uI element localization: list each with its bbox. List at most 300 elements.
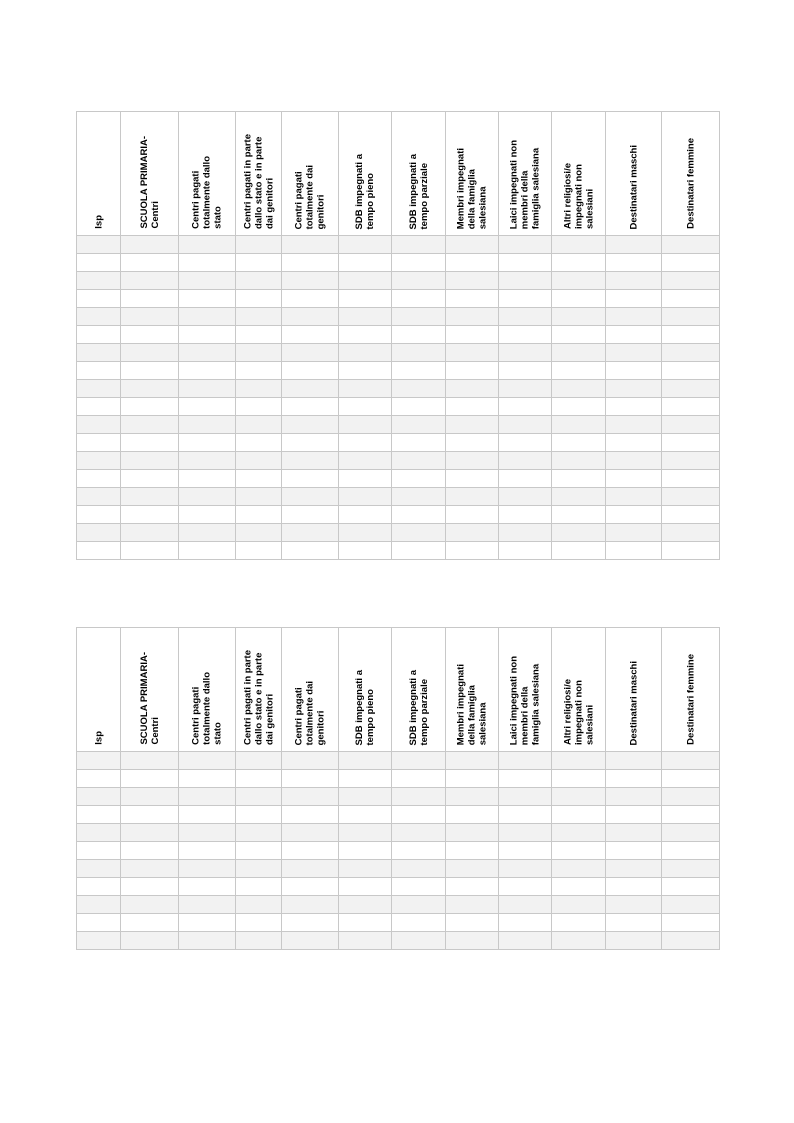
table-cell[interactable] <box>339 344 392 362</box>
table-cell[interactable] <box>662 236 720 254</box>
table-cell[interactable] <box>662 506 720 524</box>
table-cell[interactable] <box>282 254 339 272</box>
table-cell[interactable] <box>339 290 392 308</box>
table-cell[interactable] <box>282 896 339 914</box>
table-cell[interactable] <box>662 788 720 806</box>
table-cell[interactable] <box>236 842 282 860</box>
table-cell[interactable] <box>499 878 552 896</box>
table-cell[interactable] <box>77 824 121 842</box>
table-cell[interactable] <box>392 524 446 542</box>
table-cell[interactable] <box>606 380 662 398</box>
table-cell[interactable] <box>282 398 339 416</box>
table-cell[interactable] <box>121 914 179 932</box>
table-cell[interactable] <box>446 236 499 254</box>
table-cell[interactable] <box>339 932 392 950</box>
table-cell[interactable] <box>392 542 446 560</box>
table-cell[interactable] <box>77 488 121 506</box>
table-cell[interactable] <box>392 506 446 524</box>
table-cell[interactable] <box>552 824 606 842</box>
table-cell[interactable] <box>662 860 720 878</box>
table-cell[interactable] <box>179 452 236 470</box>
table-cell[interactable] <box>339 434 392 452</box>
table-cell[interactable] <box>282 542 339 560</box>
table-cell[interactable] <box>606 308 662 326</box>
table-cell[interactable] <box>282 416 339 434</box>
table-cell[interactable] <box>446 914 499 932</box>
table-cell[interactable] <box>77 932 121 950</box>
table-cell[interactable] <box>552 542 606 560</box>
table-cell[interactable] <box>552 842 606 860</box>
table-cell[interactable] <box>77 752 121 770</box>
table-cell[interactable] <box>606 506 662 524</box>
table-cell[interactable] <box>282 524 339 542</box>
table-cell[interactable] <box>662 842 720 860</box>
table-cell[interactable] <box>446 362 499 380</box>
table-cell[interactable] <box>552 416 606 434</box>
table-cell[interactable] <box>499 542 552 560</box>
table-cell[interactable] <box>499 842 552 860</box>
table-cell[interactable] <box>121 896 179 914</box>
table-cell[interactable] <box>339 878 392 896</box>
table-cell[interactable] <box>499 272 552 290</box>
table-cell[interactable] <box>662 308 720 326</box>
table-cell[interactable] <box>236 824 282 842</box>
table-cell[interactable] <box>282 824 339 842</box>
table-cell[interactable] <box>236 896 282 914</box>
table-cell[interactable] <box>499 932 552 950</box>
table-cell[interactable] <box>552 380 606 398</box>
table-cell[interactable] <box>179 932 236 950</box>
table-cell[interactable] <box>662 326 720 344</box>
table-cell[interactable] <box>282 914 339 932</box>
table-cell[interactable] <box>606 842 662 860</box>
table-cell[interactable] <box>77 896 121 914</box>
table-cell[interactable] <box>662 272 720 290</box>
table-cell[interactable] <box>392 752 446 770</box>
table-cell[interactable] <box>339 452 392 470</box>
table-cell[interactable] <box>121 932 179 950</box>
table-cell[interactable] <box>179 434 236 452</box>
table-cell[interactable] <box>179 860 236 878</box>
table-cell[interactable] <box>121 470 179 488</box>
table-cell[interactable] <box>77 362 121 380</box>
table-cell[interactable] <box>392 824 446 842</box>
table-cell[interactable] <box>552 452 606 470</box>
table-cell[interactable] <box>499 290 552 308</box>
table-cell[interactable] <box>606 236 662 254</box>
table-cell[interactable] <box>392 860 446 878</box>
table-cell[interactable] <box>121 236 179 254</box>
table-cell[interactable] <box>236 272 282 290</box>
table-cell[interactable] <box>282 470 339 488</box>
table-cell[interactable] <box>606 272 662 290</box>
table-cell[interactable] <box>236 380 282 398</box>
table-cell[interactable] <box>499 434 552 452</box>
table-cell[interactable] <box>446 308 499 326</box>
table-cell[interactable] <box>606 326 662 344</box>
table-cell[interactable] <box>179 236 236 254</box>
table-cell[interactable] <box>392 326 446 344</box>
table-cell[interactable] <box>446 272 499 290</box>
table-cell[interactable] <box>662 362 720 380</box>
table-cell[interactable] <box>339 362 392 380</box>
table-cell[interactable] <box>121 542 179 560</box>
table-cell[interactable] <box>662 416 720 434</box>
table-cell[interactable] <box>121 344 179 362</box>
table-cell[interactable] <box>446 452 499 470</box>
table-cell[interactable] <box>499 506 552 524</box>
table-cell[interactable] <box>179 290 236 308</box>
table-cell[interactable] <box>121 398 179 416</box>
table-cell[interactable] <box>662 878 720 896</box>
table-cell[interactable] <box>121 362 179 380</box>
table-cell[interactable] <box>179 878 236 896</box>
table-cell[interactable] <box>446 524 499 542</box>
table-cell[interactable] <box>282 452 339 470</box>
table-cell[interactable] <box>606 878 662 896</box>
table-cell[interactable] <box>446 860 499 878</box>
table-cell[interactable] <box>499 380 552 398</box>
table-cell[interactable] <box>179 470 236 488</box>
table-cell[interactable] <box>77 878 121 896</box>
table-cell[interactable] <box>339 236 392 254</box>
table-cell[interactable] <box>606 524 662 542</box>
table-cell[interactable] <box>446 254 499 272</box>
table-cell[interactable] <box>606 488 662 506</box>
table-cell[interactable] <box>392 770 446 788</box>
table-cell[interactable] <box>662 524 720 542</box>
table-cell[interactable] <box>606 788 662 806</box>
table-cell[interactable] <box>179 326 236 344</box>
table-cell[interactable] <box>606 362 662 380</box>
table-cell[interactable] <box>606 254 662 272</box>
table-cell[interactable] <box>77 434 121 452</box>
table-cell[interactable] <box>392 308 446 326</box>
table-cell[interactable] <box>179 896 236 914</box>
table-cell[interactable] <box>339 380 392 398</box>
table-cell[interactable] <box>77 506 121 524</box>
table-cell[interactable] <box>236 434 282 452</box>
table-cell[interactable] <box>282 842 339 860</box>
table-cell[interactable] <box>121 254 179 272</box>
table-cell[interactable] <box>499 524 552 542</box>
table-cell[interactable] <box>236 752 282 770</box>
table-cell[interactable] <box>606 824 662 842</box>
table-cell[interactable] <box>392 416 446 434</box>
table-cell[interactable] <box>499 416 552 434</box>
table-cell[interactable] <box>446 290 499 308</box>
table-cell[interactable] <box>77 254 121 272</box>
table-cell[interactable] <box>662 488 720 506</box>
table-cell[interactable] <box>282 506 339 524</box>
table-cell[interactable] <box>179 824 236 842</box>
table-cell[interactable] <box>552 290 606 308</box>
table-cell[interactable] <box>606 770 662 788</box>
table-cell[interactable] <box>236 470 282 488</box>
table-cell[interactable] <box>179 488 236 506</box>
table-cell[interactable] <box>499 860 552 878</box>
table-cell[interactable] <box>282 806 339 824</box>
table-cell[interactable] <box>282 488 339 506</box>
table-cell[interactable] <box>121 290 179 308</box>
table-cell[interactable] <box>77 272 121 290</box>
table-cell[interactable] <box>339 326 392 344</box>
table-cell[interactable] <box>499 452 552 470</box>
table-cell[interactable] <box>392 932 446 950</box>
table-cell[interactable] <box>121 770 179 788</box>
table-cell[interactable] <box>446 878 499 896</box>
table-cell[interactable] <box>77 914 121 932</box>
table-cell[interactable] <box>392 914 446 932</box>
table-cell[interactable] <box>499 770 552 788</box>
table-cell[interactable] <box>121 452 179 470</box>
table-cell[interactable] <box>552 752 606 770</box>
table-cell[interactable] <box>77 308 121 326</box>
table-cell[interactable] <box>236 236 282 254</box>
table-cell[interactable] <box>446 470 499 488</box>
table-cell[interactable] <box>662 434 720 452</box>
table-cell[interactable] <box>552 434 606 452</box>
table-cell[interactable] <box>121 752 179 770</box>
table-cell[interactable] <box>179 806 236 824</box>
table-cell[interactable] <box>392 398 446 416</box>
table-cell[interactable] <box>662 752 720 770</box>
table-cell[interactable] <box>236 362 282 380</box>
table-cell[interactable] <box>606 452 662 470</box>
table-cell[interactable] <box>236 932 282 950</box>
table-cell[interactable] <box>121 416 179 434</box>
table-cell[interactable] <box>499 914 552 932</box>
table-cell[interactable] <box>446 380 499 398</box>
table-cell[interactable] <box>499 824 552 842</box>
table-cell[interactable] <box>236 308 282 326</box>
table-cell[interactable] <box>662 380 720 398</box>
table-cell[interactable] <box>77 524 121 542</box>
table-cell[interactable] <box>339 842 392 860</box>
table-cell[interactable] <box>606 470 662 488</box>
table-cell[interactable] <box>446 326 499 344</box>
table-cell[interactable] <box>282 308 339 326</box>
table-cell[interactable] <box>339 824 392 842</box>
table-cell[interactable] <box>446 896 499 914</box>
table-cell[interactable] <box>339 524 392 542</box>
table-cell[interactable] <box>77 860 121 878</box>
table-cell[interactable] <box>446 506 499 524</box>
table-cell[interactable] <box>662 896 720 914</box>
table-cell[interactable] <box>446 344 499 362</box>
table-cell[interactable] <box>392 788 446 806</box>
table-cell[interactable] <box>236 878 282 896</box>
table-cell[interactable] <box>236 488 282 506</box>
table-cell[interactable] <box>662 290 720 308</box>
table-cell[interactable] <box>121 860 179 878</box>
table-cell[interactable] <box>392 842 446 860</box>
table-cell[interactable] <box>339 254 392 272</box>
table-cell[interactable] <box>77 398 121 416</box>
table-cell[interactable] <box>282 272 339 290</box>
table-cell[interactable] <box>339 896 392 914</box>
table-cell[interactable] <box>446 770 499 788</box>
table-cell[interactable] <box>499 362 552 380</box>
table-cell[interactable] <box>662 254 720 272</box>
table-cell[interactable] <box>662 344 720 362</box>
table-cell[interactable] <box>77 806 121 824</box>
table-cell[interactable] <box>179 380 236 398</box>
table-cell[interactable] <box>606 434 662 452</box>
table-cell[interactable] <box>499 326 552 344</box>
table-cell[interactable] <box>121 824 179 842</box>
table-cell[interactable] <box>552 470 606 488</box>
table-cell[interactable] <box>392 896 446 914</box>
table-cell[interactable] <box>552 398 606 416</box>
table-cell[interactable] <box>121 806 179 824</box>
table-cell[interactable] <box>499 344 552 362</box>
table-cell[interactable] <box>552 806 606 824</box>
table-cell[interactable] <box>552 896 606 914</box>
table-cell[interactable] <box>121 380 179 398</box>
table-cell[interactable] <box>662 932 720 950</box>
table-cell[interactable] <box>236 860 282 878</box>
table-cell[interactable] <box>446 416 499 434</box>
table-cell[interactable] <box>77 380 121 398</box>
table-cell[interactable] <box>179 752 236 770</box>
table-cell[interactable] <box>552 254 606 272</box>
table-cell[interactable] <box>236 398 282 416</box>
table-cell[interactable] <box>662 398 720 416</box>
table-cell[interactable] <box>392 236 446 254</box>
table-cell[interactable] <box>236 788 282 806</box>
table-cell[interactable] <box>282 362 339 380</box>
table-cell[interactable] <box>392 344 446 362</box>
table-cell[interactable] <box>121 524 179 542</box>
table-cell[interactable] <box>339 788 392 806</box>
table-cell[interactable] <box>179 398 236 416</box>
table-cell[interactable] <box>179 542 236 560</box>
table-cell[interactable] <box>282 860 339 878</box>
table-cell[interactable] <box>392 488 446 506</box>
table-cell[interactable] <box>552 914 606 932</box>
table-cell[interactable] <box>446 824 499 842</box>
table-cell[interactable] <box>282 236 339 254</box>
table-cell[interactable] <box>392 380 446 398</box>
table-cell[interactable] <box>552 860 606 878</box>
table-cell[interactable] <box>77 470 121 488</box>
table-cell[interactable] <box>179 914 236 932</box>
table-cell[interactable] <box>339 272 392 290</box>
table-cell[interactable] <box>606 914 662 932</box>
table-cell[interactable] <box>606 344 662 362</box>
table-cell[interactable] <box>121 308 179 326</box>
table-cell[interactable] <box>392 290 446 308</box>
table-cell[interactable] <box>552 308 606 326</box>
table-cell[interactable] <box>236 806 282 824</box>
table-cell[interactable] <box>179 272 236 290</box>
table-cell[interactable] <box>392 362 446 380</box>
table-cell[interactable] <box>236 914 282 932</box>
table-cell[interactable] <box>282 434 339 452</box>
table-cell[interactable] <box>77 416 121 434</box>
table-cell[interactable] <box>499 896 552 914</box>
table-cell[interactable] <box>606 752 662 770</box>
table-cell[interactable] <box>662 452 720 470</box>
table-cell[interactable] <box>236 542 282 560</box>
table-cell[interactable] <box>499 788 552 806</box>
table-cell[interactable] <box>662 914 720 932</box>
table-cell[interactable] <box>121 842 179 860</box>
table-cell[interactable] <box>179 344 236 362</box>
table-cell[interactable] <box>552 506 606 524</box>
table-cell[interactable] <box>446 542 499 560</box>
table-cell[interactable] <box>339 470 392 488</box>
table-cell[interactable] <box>499 398 552 416</box>
table-cell[interactable] <box>77 842 121 860</box>
table-cell[interactable] <box>339 488 392 506</box>
table-cell[interactable] <box>121 488 179 506</box>
table-cell[interactable] <box>179 506 236 524</box>
table-cell[interactable] <box>499 236 552 254</box>
table-cell[interactable] <box>339 542 392 560</box>
table-cell[interactable] <box>446 398 499 416</box>
table-cell[interactable] <box>446 752 499 770</box>
table-cell[interactable] <box>282 770 339 788</box>
table-cell[interactable] <box>236 290 282 308</box>
table-cell[interactable] <box>179 524 236 542</box>
table-cell[interactable] <box>282 932 339 950</box>
table-cell[interactable] <box>499 254 552 272</box>
table-cell[interactable] <box>282 344 339 362</box>
table-cell[interactable] <box>282 290 339 308</box>
table-cell[interactable] <box>499 488 552 506</box>
table-cell[interactable] <box>339 770 392 788</box>
table-cell[interactable] <box>662 770 720 788</box>
table-cell[interactable] <box>662 542 720 560</box>
table-cell[interactable] <box>392 806 446 824</box>
table-cell[interactable] <box>606 806 662 824</box>
table-cell[interactable] <box>552 272 606 290</box>
table-cell[interactable] <box>282 752 339 770</box>
table-cell[interactable] <box>499 806 552 824</box>
table-cell[interactable] <box>606 542 662 560</box>
table-cell[interactable] <box>552 932 606 950</box>
table-cell[interactable] <box>339 806 392 824</box>
table-cell[interactable] <box>236 326 282 344</box>
table-cell[interactable] <box>179 254 236 272</box>
table-cell[interactable] <box>77 290 121 308</box>
table-cell[interactable] <box>77 542 121 560</box>
table-cell[interactable] <box>662 806 720 824</box>
table-cell[interactable] <box>499 308 552 326</box>
table-cell[interactable] <box>339 752 392 770</box>
table-cell[interactable] <box>282 380 339 398</box>
table-cell[interactable] <box>392 434 446 452</box>
table-cell[interactable] <box>121 326 179 344</box>
table-cell[interactable] <box>121 788 179 806</box>
table-cell[interactable] <box>552 362 606 380</box>
table-cell[interactable] <box>446 434 499 452</box>
table-cell[interactable] <box>392 878 446 896</box>
table-cell[interactable] <box>606 290 662 308</box>
table-cell[interactable] <box>282 326 339 344</box>
table-cell[interactable] <box>282 788 339 806</box>
table-cell[interactable] <box>236 254 282 272</box>
table-cell[interactable] <box>446 842 499 860</box>
table-cell[interactable] <box>77 770 121 788</box>
table-cell[interactable] <box>121 506 179 524</box>
table-cell[interactable] <box>236 506 282 524</box>
table-cell[interactable] <box>606 896 662 914</box>
table-cell[interactable] <box>282 878 339 896</box>
table-cell[interactable] <box>339 398 392 416</box>
